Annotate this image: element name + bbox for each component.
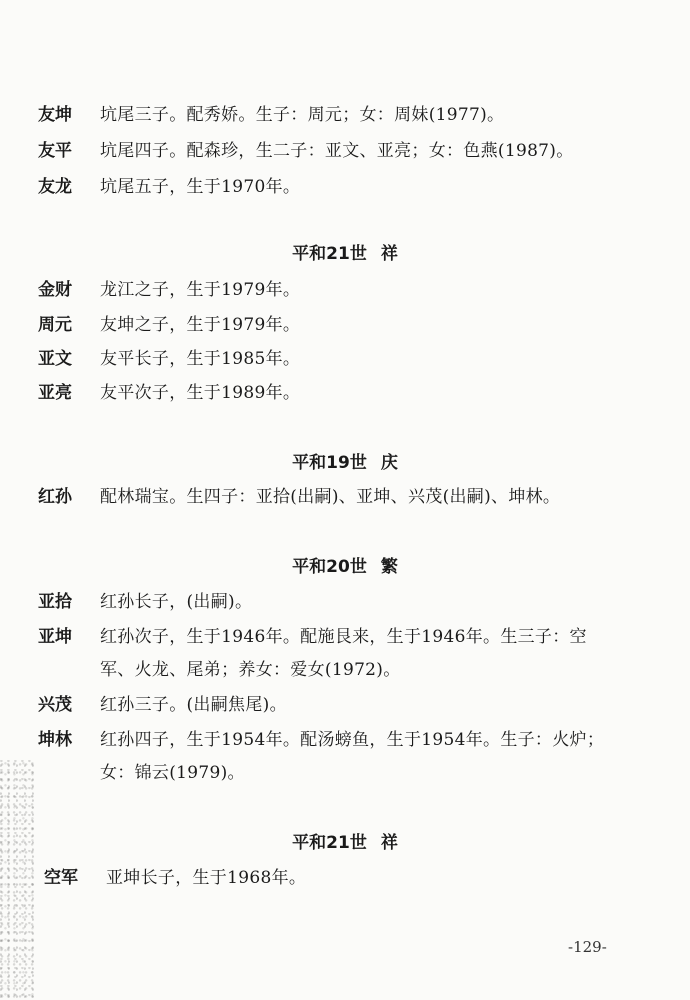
entry-text-continued: 女：锦云(1979)。	[100, 763, 245, 783]
entry-text: 友平长子，生于1985年。	[100, 349, 301, 369]
entry-text: 友坤之子，生于1979年。	[100, 315, 301, 335]
section-heading-2	[0, 452, 690, 474]
section-heading-1	[0, 243, 690, 265]
section-heading-4	[0, 832, 690, 854]
entry-name: 友坤	[38, 105, 72, 125]
entry-name: 兴茂	[38, 695, 72, 715]
scan-noise-decoration	[0, 760, 34, 1000]
entry-text: 友平次子，生于1989年。	[100, 383, 301, 403]
entry-text: 坑尾三子。配秀娇。生子：周元；女：周妹(1977)。	[100, 105, 505, 125]
generation-label: 平和20世	[292, 557, 367, 577]
entry-name: 亚坤	[38, 627, 72, 647]
section-heading-3	[0, 556, 690, 578]
entry-name: 金财	[38, 280, 72, 300]
generation-label: 平和21世	[292, 833, 367, 853]
entry-name: 红孙	[38, 487, 72, 507]
generation-character: 祥	[380, 833, 398, 853]
entry-text: 坑尾五子，生于1970年。	[100, 177, 301, 197]
entry-text: 配林瑞宝。生四子：亚拾(出嗣)、亚坤、兴茂(出嗣)、坤林。	[100, 487, 561, 507]
entry-name: 周元	[38, 315, 72, 335]
entry-name: 友平	[38, 141, 72, 161]
entry-text: 龙江之子，生于1979年。	[100, 280, 301, 300]
entry-name: 友龙	[38, 177, 72, 197]
entry-name: 空军	[44, 868, 78, 888]
entry-name: 亚文	[38, 349, 72, 369]
entry-name: 亚拾	[38, 592, 72, 612]
entry-text: 亚坤长子，生于1968年。	[106, 868, 307, 888]
entry-text-continued: 军、火龙、尾弟；养女：爱女(1972)。	[100, 660, 401, 680]
generation-character: 繁	[380, 557, 398, 577]
generation-character: 庆	[380, 453, 398, 473]
entry-name: 亚亮	[38, 383, 72, 403]
entry-text: 红孙长子，(出嗣)。	[100, 592, 253, 612]
entry-text: 红孙三子。(出嗣焦尾)。	[100, 695, 287, 715]
generation-label: 平和19世	[292, 453, 367, 473]
entry-text: 红孙四子，生于1954年。配汤螃鱼，生于1954年。生子：火炉；	[100, 730, 605, 750]
generation-character: 祥	[380, 244, 398, 264]
page-number: -129-	[568, 938, 607, 956]
generation-label: 平和21世	[292, 244, 367, 264]
entry-text: 坑尾四子。配森珍，生二子：亚文、亚亮；女：色燕(1987)。	[100, 141, 574, 161]
entry-name: 坤林	[38, 730, 72, 750]
entry-text: 红孙次子，生于1946年。配施艮来，生于1946年。生三子：空	[100, 627, 587, 647]
